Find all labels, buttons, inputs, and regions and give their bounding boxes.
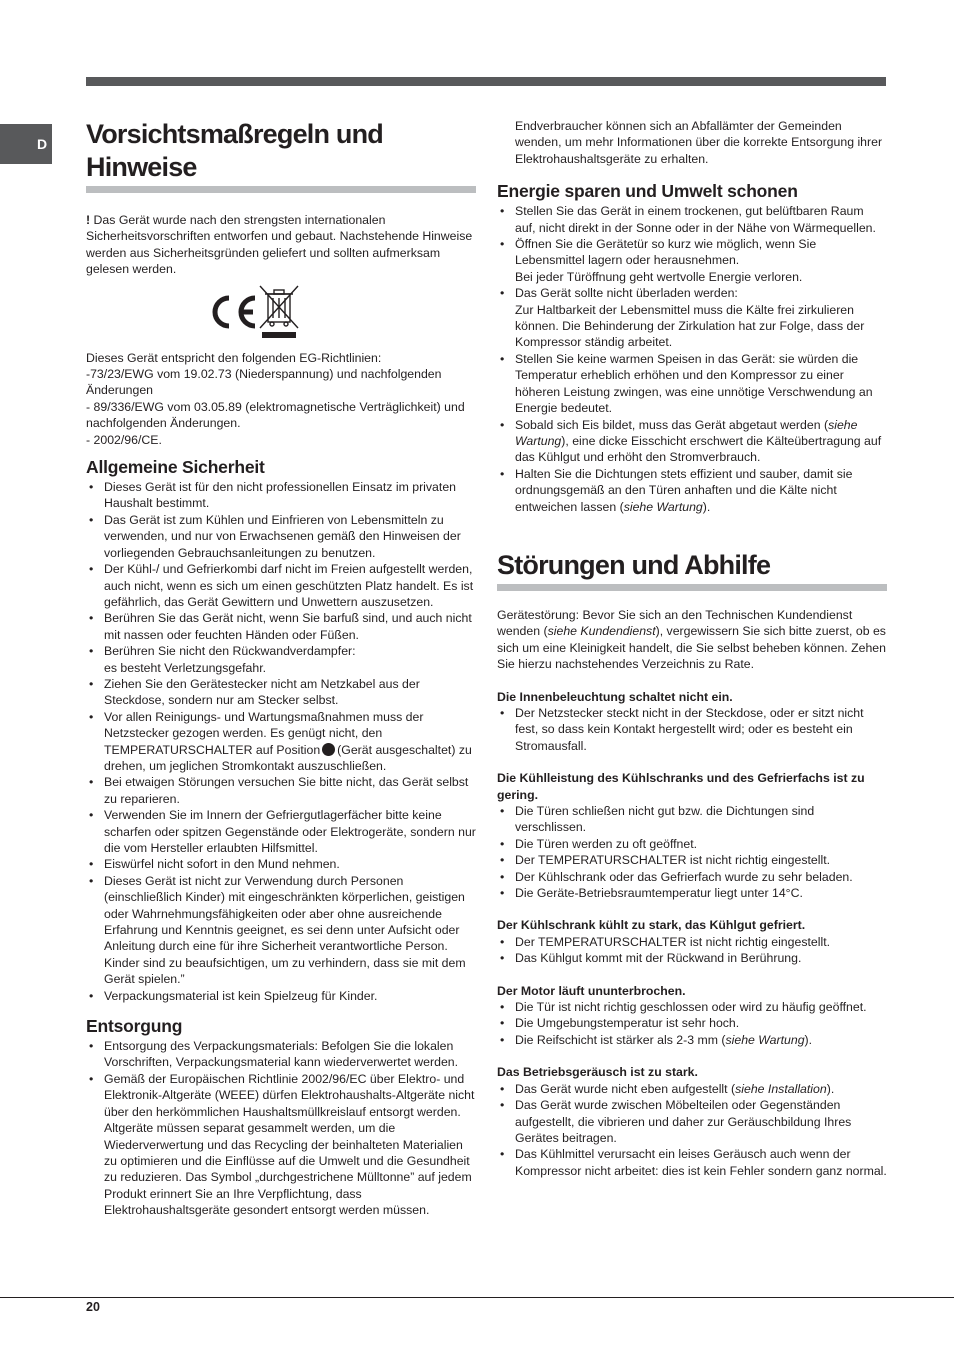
list-item: • Bei etwaigen Störungen versuchen Sie bitte nicht, das Gerät selbst zu reparieren.: [86, 774, 476, 807]
list-item: • Dieses Gerät ist für den nicht professionellen Einsatz im privaten Haushalt bestimmt.: [86, 479, 476, 512]
heading-general-safety: Allgemeine Sicherheit: [86, 457, 265, 478]
list-item: • Stellen Sie das Gerät in einem trockenen, gut belüftbaren Raum auf, nicht direkt in der Sonne oder in der Nähe von Wärmequellen.: [497, 203, 887, 236]
heading-energy: Energie sparen und Umwelt schonen: [497, 181, 798, 202]
directive-line: - 2002/96/CE.: [86, 432, 162, 447]
list-item: • Der Kühlschrank oder das Gefrierfach wurde zu sehr beladen.: [497, 869, 887, 885]
header-bar: [86, 77, 886, 86]
directive-line: - 89/336/EWG vom 03.05.89 (elektromagnetische Verträglichkeit) und nachfolgenden Änderungen.: [86, 399, 465, 431]
directive-line: Dieses Gerät entspricht den folgenden EG-Richtlinien:: [86, 350, 382, 365]
list-item: • Berühren Sie das Gerät nicht, wenn Sie barfuß sind, und auch nicht mit nassen oder feuchten Händen oder Füßen.: [86, 610, 476, 643]
list-item: • Das Gerät wurde zwischen Möbelteilen oder Gegenständen aufgestellt, die vibrieren und daher zur Geräuschbildung Ihres Gerätes beitragen.: [497, 1097, 887, 1146]
language-tab-label: D: [37, 136, 48, 152]
list-item: • Öffnen Sie die Gerätetür so kurz wie möglich, wenn Sie Lebensmittel lagern oder herausnehmen. Bei jeder Türöffnung geht wertvolle Energie verloren.: [497, 236, 887, 285]
language-tab: [0, 124, 52, 164]
troubleshooting-intro: Gerätestörung: Bevor Sie sich an den Technischen Kundendienst wenden (siehe Kundendienst), vergewissern Sie sich bitte zuerst, ob es sich um eine Kleinigkeit handelt, die Sie selbst beheben können. Zehen Sie hierzu nachstehendes Verzeichnis zu Rate.: [497, 607, 886, 672]
list-item: • Entsorgung des Verpackungsmaterials: Befolgen Sie die lokalen Vorschriften, Verpackungsmaterial kann wiederverwertet werden.: [86, 1038, 476, 1071]
list-item: • Dieses Gerät ist nicht zur Verwendung durch Personen (einschließlich Kinder) mit eingeschränkten körperlichen, geistigen oder Wahrnehmungsfähigkeiten oder aber ohne ausreichende Erfahrung und Kenntnis geeignet, es sei denn unter Aufsicht oder Anleitung durch eine für ihre Sicherheit verantwortliche Person. Kinder sind zu beaufsichtigen, um zu verhindern, dass sie mit dem Gerät spielen.”: [86, 873, 476, 988]
list-item: • Der TEMPERATURSCHALTER ist nicht richtig eingestellt.: [497, 852, 887, 868]
problem-causes: [497, 705, 887, 754]
problem-causes: [497, 1081, 887, 1179]
problem-heading: Der Kühlschrank kühlt zu stark, das Kühlgut gefriert.: [497, 918, 806, 933]
list-item: • Stellen Sie keine warmen Speisen in das Gerät: sie würden die Temperatur erheblich erhöhen und den Kompressor zu einer höheren Leistung zwingen, was eine unnötige Verschwendung an Energie bedeutet.: [497, 351, 887, 417]
list-item: • Die Umgebungstemperatur ist sehr hoch.: [497, 1015, 887, 1031]
list-item: • Das Gerät wurde nicht eben aufgestellt (siehe Installation).: [497, 1081, 887, 1097]
list-item: • Ziehen Sie den Gerätestecker nicht am Netzkabel aus der Steckdose, sondern nur am Stecker selbst.: [86, 676, 476, 709]
list-item: • Das Gerät sollte nicht überladen werden: Zur Haltbarkeit der Lebensmittel muss die Kälte frei zirkulieren können. Die Behinderung der Zirkulation hat zur Folge, dass der Kompressor ständig arbeitet.: [497, 285, 887, 351]
right-column: [497, 118, 887, 1179]
list-item: • Der Kühl-/ und Gefrierkombi darf nicht im Freien aufgestellt werden, auch nicht, wenn es sich um einen geschützten Platz handelt. Es ist gefährlich, das Gerät Gewittern und Unwettern auszusetzen.: [86, 561, 476, 610]
list-item: • Die Geräte-Betriebsraumtemperatur liegt unter 14°C.: [497, 885, 887, 901]
certification-marks: [86, 284, 476, 346]
safety-list: [86, 479, 476, 1004]
problem-causes: [497, 803, 887, 901]
page-number: 20: [86, 1300, 100, 1314]
list-item: • Gemäß der Europäischen Richtlinie 2002/96/EC über Elektro- und Elektronik-Altgeräte (WEEE) dürfen Elektrohaushalts-Altgeräte nicht über den herkömmlichen Haushaltsmüllkreislauf entsorgt werden. Altgeräte müssen separat gesammelt werden, um die Wiederverwertung und das Recycling der beinhalteten Materialien zu optimieren und die Einflüsse auf die Umwelt und die Gesundheit zu reduzieren. Das Symbol „durchgestrichene Mülltonne” auf jedem Produkt erinnert Sie an Ihre Verpflichtung, dass Elektrohaushaltsgeräte gesondert entsorgt werden müssen.: [86, 1071, 476, 1219]
list-item: • Der Netzstecker steckt nicht in der Steckdose, oder er sitzt nicht fest, so dass kein Kontakt hergestellt wird; oder es besteht ein Stromausfall.: [497, 705, 887, 754]
disposal-continued: Endverbraucher können sich an Abfallämter der Gemeinden wenden, um mehr Informationen über die korrekte Entsorgung ihrer Elektrohaushaltsgeräte zu erhalten.: [515, 119, 883, 166]
knob-off-icon: [322, 743, 335, 756]
heading-disposal: Entsorgung: [86, 1016, 183, 1037]
list-item: • Halten Sie die Dichtungen stets effizient und sauber, damit sie ordnungsgemäß an den Türen anhaften und die Kälte nicht entweichen lassen (siehe Wartung).: [497, 466, 887, 515]
problem-causes: [497, 934, 887, 967]
list-item: • Vor allen Reinigungs- und Wartungsmaßnahmen muss der Netzstecker gezogen werden. Es genügt nicht, den TEMPERATURSCHALTER auf Position (Gerät ausgeschaltet) zu drehen, um jeglichen Stromkontakt auszuschließen.: [86, 709, 476, 775]
section-title-troubleshooting: Störungen und Abhilfe: [497, 549, 887, 591]
problem-heading: Die Kühlleistung des Kühlschranks und des Gefrierfachs ist zu gering.: [497, 771, 865, 802]
footer-rule: [0, 1297, 954, 1298]
list-item: • Die Türen werden zu oft geöffnet.: [497, 836, 887, 852]
problem-heading: Der Motor läuft ununterbrochen.: [497, 983, 686, 998]
energy-list: [497, 203, 887, 515]
problem-heading: Das Betriebsgeräusch ist zu stark.: [497, 1065, 698, 1080]
list-item: • Das Kühlmittel verursacht ein leises Geräusch auch wenn der Kompressor nicht arbeitet: dies ist kein Fehler sondern ganz normal.: [497, 1146, 887, 1179]
list-item: • Das Gerät ist zum Kühlen und Einfrieren von Lebensmitteln zu verwenden, und nur von Erwachsenen gemäß den Hinweisen der vorliegenden Gebrauchsanleitungen zu benutzen.: [86, 512, 476, 561]
intro-paragraph: ! Das Gerät wurde nach den strengsten internationalen Sicherheitsvorschriften entworfen und gebaut. Nachstehende Hinweise werden aus Sicherheitsgründen geliefert und sollten aufmerksam gelesen werden.: [86, 213, 473, 277]
list-item: • Die Reifschicht ist stärker als 2-3 mm (siehe Wartung).: [497, 1032, 887, 1048]
ce-weee-icon: [199, 284, 319, 346]
list-item: • Verwenden Sie im Innern der Gefriergutlagerfächer bitte keine scharfen oder spitzen Gegenstände oder Elektrogeräte, sondern nur die vom Hersteller erlaubten Hilfsmittel.: [86, 807, 476, 856]
list-item: • Das Kühlgut kommt mit der Rückwand in Berührung.: [497, 950, 887, 966]
section-title-precautions: Vorsichtsmaßregeln und Hinweise: [86, 118, 476, 193]
list-item: • Der TEMPERATURSCHALTER ist nicht richtig eingestellt.: [497, 934, 887, 950]
problem-heading: Die Innenbeleuchtung schaltet nicht ein.: [497, 689, 733, 704]
list-item: • Die Türen schließen nicht gut bzw. die Dichtungen sind verschlissen.: [497, 803, 887, 836]
problem-causes: [497, 999, 887, 1048]
directive-line: -73/23/EWG vom 19.02.73 (Niederspannung) und nachfolgenden Änderungen: [86, 367, 442, 398]
left-column: [86, 118, 476, 1219]
disposal-list: [86, 1038, 476, 1218]
warning-icon: !: [86, 213, 91, 227]
list-item: • Die Tür ist nicht richtig geschlossen oder wird zu häufig geöffnet.: [497, 999, 887, 1015]
list-item: • Eiswürfel nicht sofort in den Mund nehmen.: [86, 856, 476, 872]
list-item: • Verpackungsmaterial ist kein Spielzeug für Kinder.: [86, 988, 476, 1004]
list-item: • Berühren Sie nicht den Rückwandverdampfer: es besteht Verletzungsgefahr.: [86, 643, 476, 676]
list-item: • Sobald sich Eis bildet, muss das Gerät abgetaut werden (siehe Wartung), eine dicke Eisschicht erschwert die Kälteübertragung auf das Kühlgut und erhöht den Stromverbrauch.: [497, 417, 887, 466]
